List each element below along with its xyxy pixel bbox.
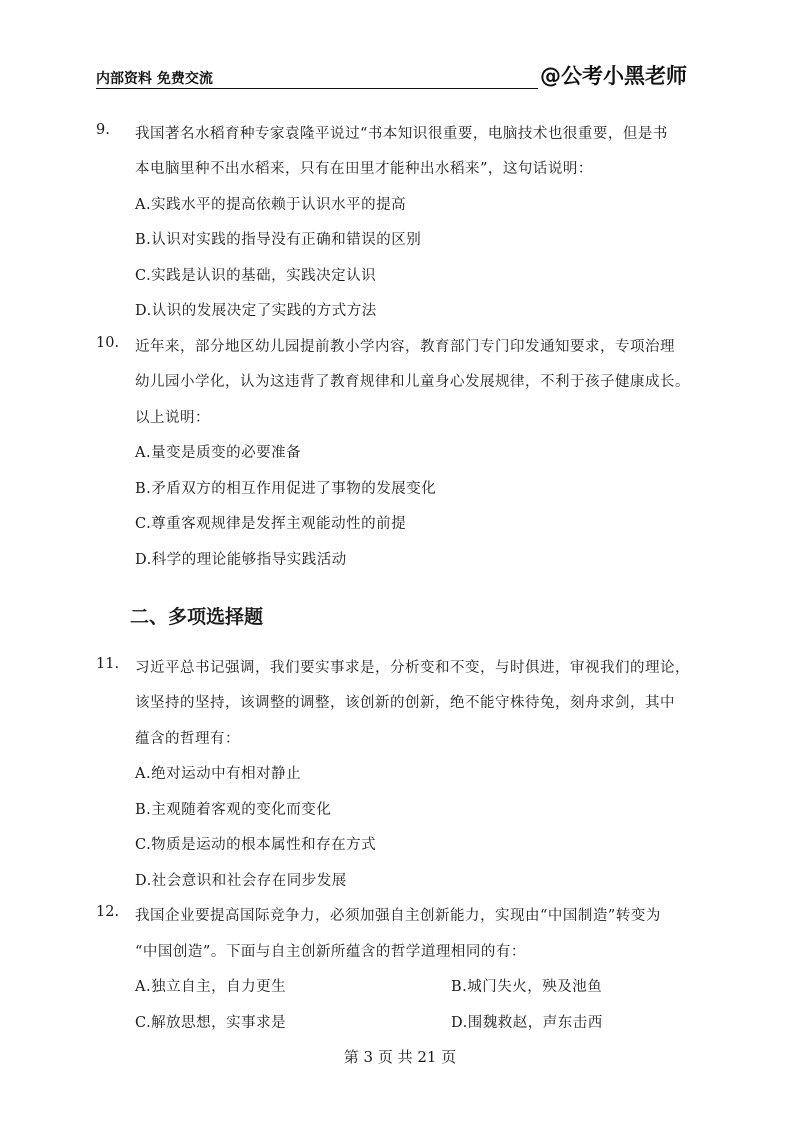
option-d: D.围魏救赵，声东击西 <box>451 1015 603 1031</box>
question-text-line: 蕴含的哲理有： <box>135 731 240 747</box>
option-b: B.认识对实践的指导没有正确和错误的区别 <box>135 232 422 248</box>
question-number: 11. <box>96 656 120 672</box>
header-rule <box>96 88 538 89</box>
question-text-line: 我国著名水稻育种专家袁隆平说过“书本知识很重要，电脑技术也很重要，但是书 <box>135 126 668 142</box>
option-a: A.实践水平的提高依赖于认识水平的提高 <box>135 197 407 213</box>
option-a: A.独立自主，自力更生 <box>135 979 287 995</box>
option-b: B.主观随着客观的变化而变化 <box>135 802 332 818</box>
option-d: D.认识的发展决定了实践的方式方法 <box>135 303 377 319</box>
option-c: C.实践是认识的基础，实践决定认识 <box>135 268 377 284</box>
question-text-line: 幼儿园小学化，认为这违背了教育规律和儿童身心发展规律，不利于孩子健康成长。 <box>135 374 690 390</box>
page-footer: 第 3 页 共 21 页 <box>343 1048 457 1066</box>
option-c: C.尊重客观规律是发挥主观能动性的前提 <box>135 516 407 532</box>
question-text-line: 习近平总书记强调，我们要实事求是，分析变和不变，与时俱进，审视我们的理论， <box>135 660 690 676</box>
option-c: C.解放思想，实事求是 <box>135 1015 287 1031</box>
option-c: C.物质是运动的根本属性和存在方式 <box>135 837 377 853</box>
header-watermark: @公考小黑老师 <box>540 64 687 88</box>
question-text-line: 本电脑里种不出水稻来，只有在田里才能种出水稻来”，这句话说明： <box>135 161 593 177</box>
question-number: 12. <box>96 904 120 920</box>
option-b: B.城门失火，殃及池鱼 <box>451 979 603 995</box>
header-left-label: 内部资料 免费交流 <box>96 71 213 87</box>
question-text-line: 近年来，部分地区幼儿园提前教小学内容，教育部门专门印发通知要求，专项治理 <box>135 339 675 355</box>
option-b: B.矛盾双方的相互作用促进了事物的发展变化 <box>135 481 437 497</box>
question-text-line: 我国企业要提高国际竞争力，必须加强自主创新能力，实现由“中国制造”转变为 <box>135 908 661 924</box>
option-a: A.绝对运动中有相对静止 <box>135 766 302 782</box>
question-text-line: 以上说明： <box>135 410 210 426</box>
question-text-line: 该坚持的坚持，该调整的调整，该创新的创新，绝不能守株待兔，刻舟求剑，其中 <box>135 695 675 711</box>
question-number: 9. <box>96 122 110 138</box>
question-number: 10. <box>96 335 120 351</box>
section-title: 二、多项选择题 <box>130 606 264 628</box>
option-a: A.量变是质变的必要准备 <box>135 445 302 461</box>
option-d: D.科学的理论能够指导实践活动 <box>135 552 347 568</box>
question-text-line: “中国创造”。下面与自主创新所蕴含的哲学道理相同的有： <box>135 944 526 960</box>
option-d: D.社会意识和社会存在同步发展 <box>135 873 347 889</box>
